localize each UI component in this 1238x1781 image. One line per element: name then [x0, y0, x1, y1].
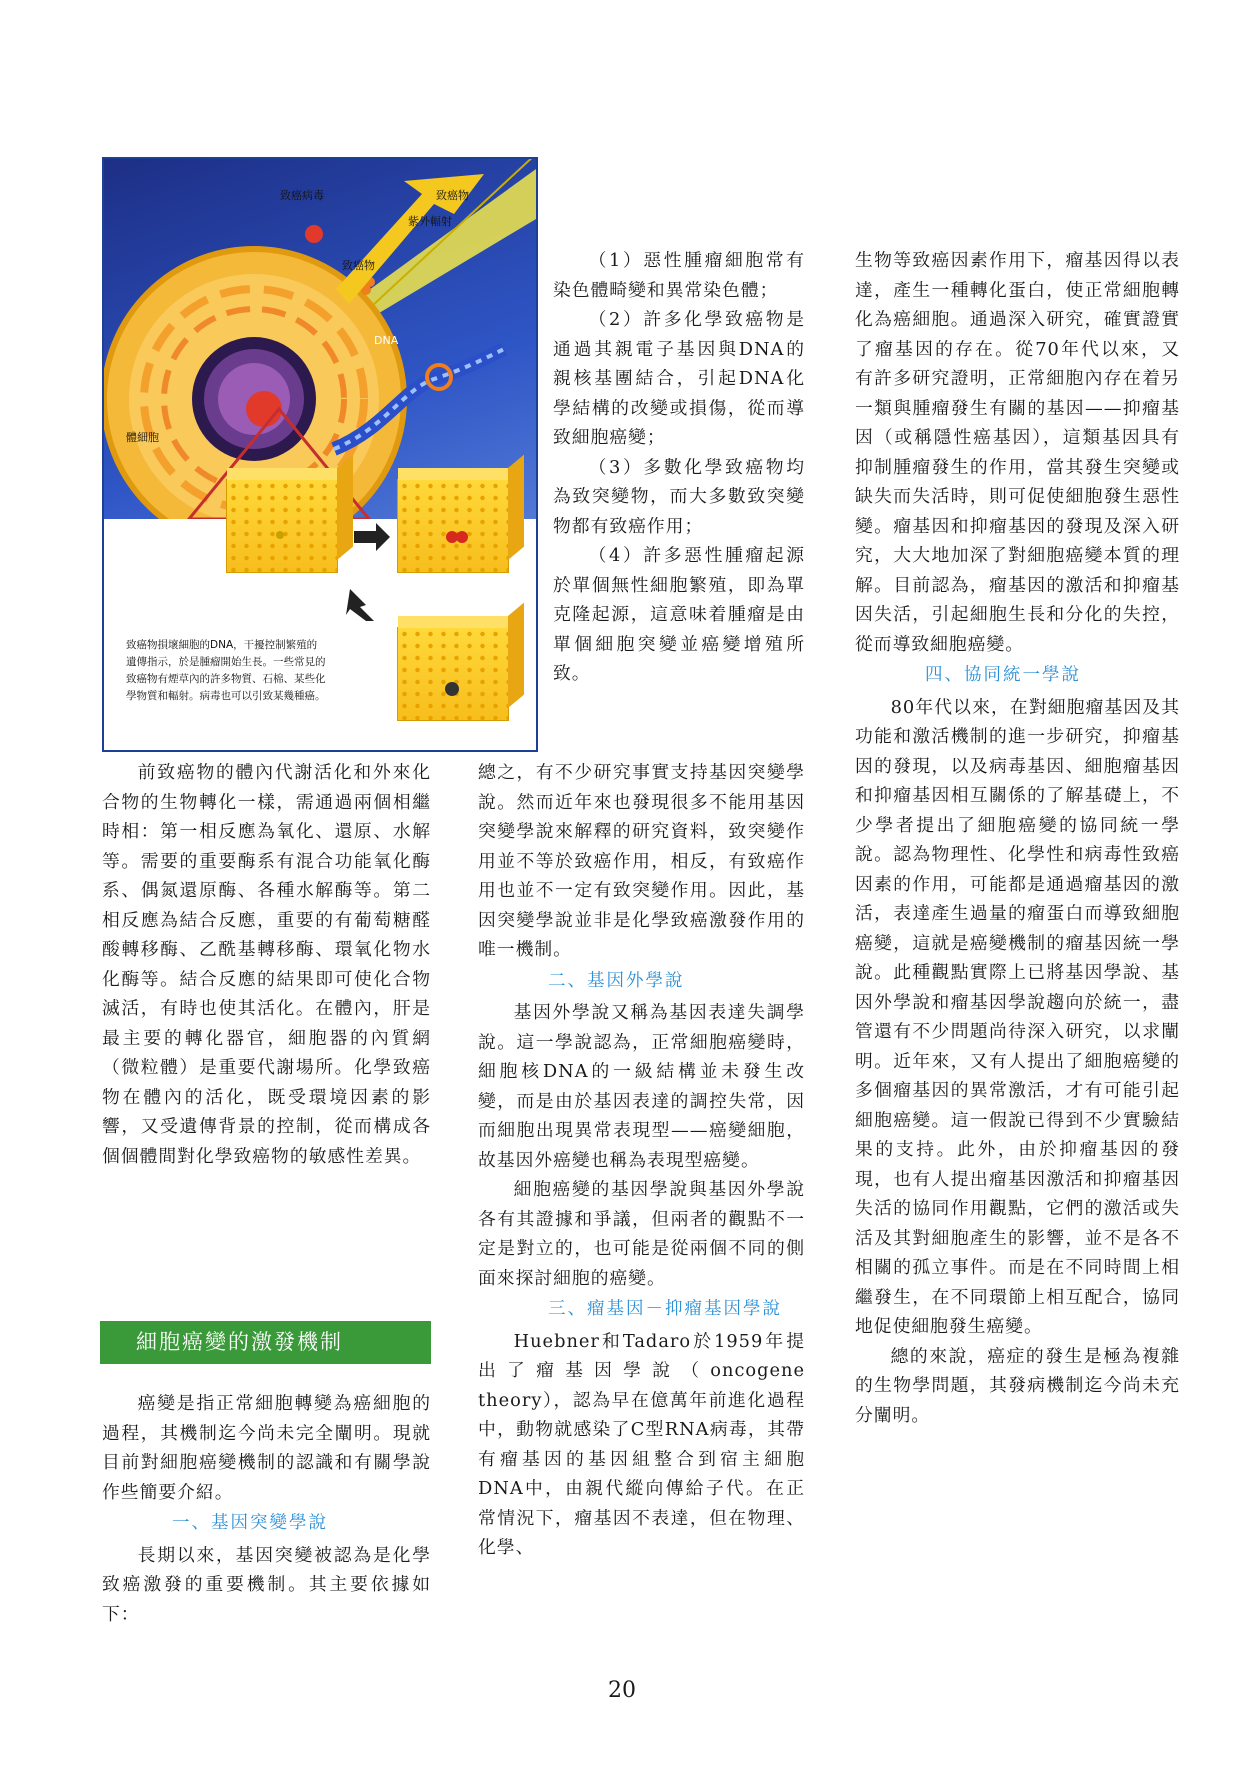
column-1 — [102, 758, 431, 1171]
label-virus: 致癌病毒 — [280, 189, 324, 202]
cell-figure — [102, 157, 538, 752]
subheading-2: 二、基因外學說 — [548, 970, 685, 991]
subheading-1: 一、基因突變學說 — [172, 1513, 328, 1533]
list-item-1: （1）惡性腫瘤細胞常有染色體畸變和異常染色體； — [553, 250, 805, 301]
page-number: 20 — [608, 1678, 636, 1703]
col1-paragraph-2: 癌變是指正常細胞轉變為癌細胞的過程，其機制迄今尚未完全闡明。現就目前對細胞癌變機制的認識和有關學說作些簡要介紹。 — [102, 1393, 431, 1503]
label-body-cell: 體細胞 — [126, 431, 159, 444]
subheading-4: 四、協同統一學說 — [925, 665, 1081, 685]
section-heading: 細胞癌變的激發機制 — [100, 1321, 431, 1364]
col2-paragraph-2: 基因外學說又稱為基因表達失調學說。這一學說認為，正常細胞癌變時，細胞核DNA的一級結構並未發生改變，而是由於基因表達的調控失常，因而細胞出現異常表現型——癌變細胞，故基因外癌變也稱為表現型癌變。 — [478, 1002, 805, 1171]
col3-paragraph-1: 生物等致癌因素作用下，瘤基因得以表達，產生一種轉化蛋白，使正常細胞轉化為癌細胞。通過深入研究，確實證實了瘤基因的存在。從70年代以來，又有許多研究證明，正常細胞內存在着另一類與腫瘤發生有關的基因——抑瘤基因（或稱隱性癌基因），這類基因具有抑制腫瘤發生的作用，當其發生突變或缺失而失活時，則可促使細胞發生惡性變。瘤基因和抑瘤基因的發現及深入研究，大大地加深了對細胞癌變本質的理解。目前認為，瘤基因的激活和抑瘤基因失活，引起細胞生長和分化的失控，從而導致細胞癌變。 — [855, 250, 1180, 655]
list-item-3: （3）多數化學致癌物均為致突變物，而大多數致突變物都有致癌作用； — [553, 456, 805, 537]
col3-paragraph-3: 總的來說，癌症的發生是極為複雜的生物學問題，其發病機制迄今尚未充分闡明。 — [855, 1345, 1180, 1426]
col3-paragraph-2: 80年代以來，在對細胞瘤基因及其功能和激活機制的進一步研究，抑瘤基因的發現，以及病毒基因、細胞瘤基因和抑瘤基因相互關係的了解基礎上，不少學者提出了細胞癌變的協同統一學說。認為物理性、化學性和病毒性致癌因素的作用，可能都是通過瘤基因的激活，表達產生過量的瘤蛋白而導致細胞癌變，這就是癌變機制的瘤基因統一學說。此種觀點實際上已將基因學說、基因外學說和瘤基因學說趨向於統一，盡管還有不少問題尚待深入研究，以求闡明。近年來，又有人提出了細胞癌變的多個瘤基因的異常激活，才有可能引起細胞癌變。這一假說已得到不少實驗結果的支持。此外，由於抑瘤基因的發現，也有人提出瘤基因激活和抑瘤基因失活的協同作用觀點，它們的激活或失活及其對細胞產生的影響，並不是各不相關的孤立事件。而是在不同時間上相繼發生，在不同環節上相互配合，協同地促使細胞發生癌變。 — [855, 696, 1180, 1337]
col1-paragraph-3: 長期以來，基因突變被認為是化學致癌激發的重要機制。其主要依據如下： — [102, 1544, 431, 1625]
label-carcinogen-left: 致癌物 — [342, 259, 375, 272]
label-dna: DNA — [374, 334, 399, 347]
label-uv: 紫外輻射 — [408, 215, 452, 228]
tissue-cube-normal — [226, 479, 338, 573]
cell-illustration — [104, 159, 536, 519]
tissue-cube-tumor — [397, 627, 509, 721]
col2-paragraph-3: 細胞癌變的基因學說與基因外學說各有其證據和爭議，但兩者的觀點不一定是對立的，也可能是從兩個不同的側面來探討細胞的癌變。 — [478, 1179, 805, 1289]
tissue-cube-mutated — [397, 479, 509, 573]
figure-caption: 致癌物損壞細胞的DNA，干擾控制繁殖的遺傳指示，於是腫瘤開始生長。一些常見的致癌物有煙草內的許多物質、石棉、某些化學物質和輻射。病毒也可以引致某幾種癌。 — [126, 639, 326, 702]
col2-paragraph-4: Huebner和Tadaro於1959年提出了瘤基因學說（oncogene theory），認為早在億萬年前進化過程中，動物就感染了C型RNA病毒，其帶有瘤基因的基因組整合到宿主細胞DNA中，由親代縱向傳給子代。在正常情況下，瘤基因不表達，但在物理、化學、 — [478, 1330, 805, 1558]
list-item-2: （2）許多化學致癌物是通過其親電子基因與DNA的親核基團結合，引起DNA化學結構的改變或損傷，從而導致細胞癌變； — [553, 309, 805, 448]
column-3 — [855, 246, 1180, 1430]
label-carcinogen-top: 致癌物 — [436, 189, 469, 202]
column-2-top — [553, 246, 805, 689]
column-2 — [478, 758, 805, 1563]
col1-paragraph-1: 前致癌物的體內代謝活化和外來化合物的生物轉化一樣，需通過兩個相繼時相：第一相反應為氧化、還原、水解等。需要的重要酶系有混合功能氧化酶系、偶氮還原酶、各種水解酶等。第二相反應為結合反應，重要的有葡萄糖醛酸轉移酶、乙酰基轉移酶、環氧化物水化酶等。結合反應的結果即可使化合物滅活，有時也使其活化。在體內，肝是最主要的轉化器官，細胞器的內質網（微粒體）是重要代謝場所。化學致癌物在體內的活化，既受環境因素的影響，又受遺傳背景的控制，從而構成各個個體間對化學致癌物的敏感性差異。 — [102, 762, 431, 1167]
list-item-4: （4）許多惡性腫瘤起源於單個無性細胞繁殖，即為單克隆起源，這意味着腫瘤是由單個細胞突變並癌變增殖所致。 — [553, 545, 805, 684]
subheading-3: 三、瘤基因－抑瘤基因學說 — [548, 1299, 782, 1319]
column-1-lower — [102, 1389, 431, 1629]
col2-paragraph-1: 總之，有不少研究事實支持基因突變學說。然而近年來也發現很多不能用基因突變學說來解釋的研究資料，致突變作用並不等於致癌作用，相反，有致癌作用也並不一定有致突變作用。因此，基因突變學說並非是化學致癌激發作用的唯一機制。 — [478, 762, 805, 960]
